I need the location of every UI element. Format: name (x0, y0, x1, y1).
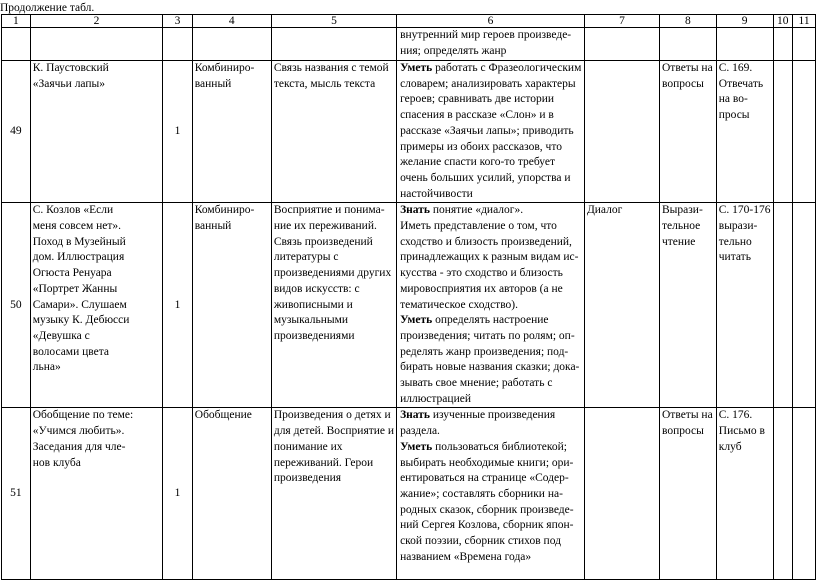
cell-line: дом. Иллюстрация (32, 251, 125, 264)
cell-line: тематическое сходство). (400, 298, 518, 311)
cell-line: Комбиниро- (194, 62, 255, 74)
header-cell: 5 (271, 15, 396, 28)
cell-line: меня совсем нет». (32, 220, 122, 233)
cell-line: музыку К. Дебюсси (32, 314, 130, 327)
lesson-requirements (397, 61, 585, 203)
lesson-requirements (397, 408, 585, 580)
cell-line: живописными и (273, 298, 353, 311)
header-cell: 2 (30, 15, 163, 28)
cell-line: Вырази- (662, 204, 703, 217)
cell-line: тельное (662, 220, 701, 233)
cell-line: просы (718, 109, 750, 122)
cell-line: «Учимся любить». (32, 425, 125, 438)
bold-keyword: Уметь (400, 440, 433, 453)
lesson-hours: 1 (163, 408, 192, 580)
cell-line: сходство и близость произведений, (400, 235, 572, 248)
cell-line: Огюста Ренуара (32, 267, 112, 280)
lesson-hours: 1 (163, 203, 192, 408)
cell-line: Поход в Музейный (32, 235, 126, 248)
cell-line: определять настроение (432, 314, 549, 327)
lesson-date-fact (793, 203, 816, 408)
cell-line: льна» (32, 361, 61, 374)
cell-line: бирать новые названия сказки; дока- (400, 361, 580, 374)
cell-line: «Заячьи лапы» (32, 77, 106, 90)
cell-line: текста, мысль текста (273, 77, 376, 90)
cell-line: читать (718, 251, 751, 264)
cell-line: кусства - это сходство и близость (400, 267, 563, 280)
cell-line: переживаний. Герои (273, 456, 374, 469)
lesson-type (192, 408, 271, 580)
cell-line: ской поэзии, сборник стихов под (400, 535, 561, 548)
lesson-homework (716, 61, 773, 203)
lesson-plan-table (1, 14, 816, 580)
header-cell: 6 (397, 15, 585, 28)
cell-line: пользоваться библиотекой; (432, 440, 567, 453)
lesson-control (660, 203, 717, 408)
cell-line: литературы с (273, 251, 339, 264)
continuation-row (2, 28, 816, 61)
lesson-control (660, 61, 717, 203)
lesson-homework (716, 203, 773, 408)
cell-line: Диалог (586, 204, 623, 217)
lesson-date-fact (793, 408, 816, 580)
cell-line: названием «Времена года» (400, 550, 532, 563)
lesson-type (192, 203, 271, 408)
cell-line: понимание их (273, 440, 343, 453)
header-cell: 11 (793, 15, 816, 28)
cell-line: Обобщение (194, 409, 252, 422)
cell-line: Связь произведений (273, 235, 373, 248)
bold-keyword: Знать (400, 409, 430, 422)
table-row (2, 203, 816, 408)
lesson-number: 51 (2, 408, 31, 580)
cell-line: зывать свое мнение; работать с (400, 377, 553, 390)
cell-line: мировосприятия их авторов (а не (400, 282, 563, 295)
cell-line: нов клуба (32, 456, 81, 469)
cell-line: Обобщение по теме: (32, 409, 134, 422)
cell-line: С. 176. (718, 409, 753, 422)
lesson-type (192, 61, 271, 203)
cell-line: «Портрет Жанны (32, 282, 118, 295)
cell-line: С. 170-176 (718, 204, 771, 217)
lesson-terms (584, 61, 659, 203)
cell-line: Восприятие и понима- (273, 204, 385, 217)
cell-line: волосами цвета (32, 345, 110, 358)
cell-line: принадлежащих к разным видам ис- (400, 251, 579, 264)
cell-line: произведениями (273, 329, 355, 342)
lesson-homework (716, 408, 773, 580)
lesson-hours: 1 (163, 61, 192, 203)
lesson-content (271, 408, 396, 580)
table-row (2, 61, 816, 203)
header-row (2, 15, 816, 28)
cell-line: героев; сравнивать две истории (400, 93, 555, 106)
cell-line: настойчивости (400, 187, 473, 200)
cell-line: клуб (718, 440, 742, 453)
lesson-date-fact (793, 61, 816, 203)
cell-line: Письмо в (718, 425, 765, 438)
lesson-requirements (397, 203, 585, 408)
header-cell: 4 (192, 15, 271, 28)
cell-line: тельно (718, 235, 752, 248)
cell-line: С. 169. (718, 62, 753, 74)
cell-line: ванный (194, 220, 232, 233)
cell-line: работать с Фразеологическим (432, 62, 582, 74)
lesson-control (660, 408, 717, 580)
lesson-content (271, 61, 396, 203)
lesson-content (271, 203, 396, 408)
cell-line: иллюстрацией (400, 392, 471, 405)
cell-line: «Девушка с (32, 329, 90, 342)
cell-line: Комбиниро- (194, 204, 255, 217)
cell-line: для детей. Восприятие и (273, 425, 395, 438)
cell-line: выбирать необходимые книги; ори- (400, 456, 574, 469)
cell-line: рассказе «Заячьи лапы»; приводить (400, 124, 574, 137)
cell-line: произведения; читать по ролям; оп- (400, 329, 575, 342)
header-cell: 3 (163, 15, 192, 28)
lesson-date-plan (773, 203, 793, 408)
bold-keyword: Уметь (400, 62, 433, 74)
lesson-terms (584, 203, 659, 408)
table-row (2, 408, 816, 580)
table-caption: Продолжение табл. (0, 2, 95, 14)
cell-line: Ответы на (662, 409, 713, 422)
cell-line: внутренний мир героев произведе- (400, 29, 572, 41)
lesson-terms (584, 408, 659, 580)
cell-line: ния; определять жанр (400, 44, 507, 57)
cell-line: очень больших усилий, упорства и (400, 171, 571, 184)
cell-line: вырази- (718, 220, 758, 233)
cell-line: Ответы на (662, 62, 713, 74)
cell-line: спасения в рассказе «Слон» и в (400, 109, 554, 122)
lesson-topic (30, 61, 163, 203)
cell-line: произведениями других (273, 267, 392, 280)
lesson-topic (30, 408, 163, 580)
bold-keyword: Знать (400, 204, 430, 217)
cell-line: ределять жанр произведения; под- (400, 345, 569, 358)
cell-line: произведения (273, 472, 342, 485)
cell-line: родных сказок, сборник произведе- (400, 503, 574, 516)
cell-line: Произведения о детях и (273, 409, 391, 422)
cell-line: Иметь представление о том, что (400, 220, 557, 233)
lesson-date-plan (773, 408, 793, 580)
header-cell: 7 (584, 15, 659, 28)
header-cell: 1 (2, 15, 31, 28)
lesson-number: 49 (2, 61, 31, 203)
cell-line: Отвечать (718, 77, 764, 90)
cell-line: Заседания для чле- (32, 440, 126, 453)
cell-line: вопросы (662, 77, 704, 90)
cell-line: ванный (194, 77, 232, 90)
cell-line: ентироваться на странице «Содер- (400, 472, 569, 485)
cell-line: ний Сергея Козлова, сборник япон- (400, 519, 574, 532)
cell-line: ние их переживаний. (273, 220, 377, 233)
cell-line: раздела. (400, 425, 440, 438)
cell-line: С. Козлов «Если (32, 204, 114, 217)
lesson-date-plan (773, 61, 793, 203)
header-cell: 10 (773, 15, 793, 28)
cell-line: музыкальными (273, 314, 349, 327)
bold-keyword: Уметь (400, 314, 433, 327)
cell-line: видов искусств: с (273, 282, 360, 295)
lesson-topic (30, 203, 163, 408)
cell-line: К. Паустовский (32, 62, 109, 74)
header-cell: 8 (660, 15, 717, 28)
lesson-number: 50 (2, 203, 31, 408)
cell-line: на во- (718, 93, 748, 106)
header-cell: 9 (716, 15, 773, 28)
cell-line: понятие «диалог». (429, 204, 524, 217)
cell-line: Самари». Слушаем (32, 298, 127, 311)
continuation-cell (397, 28, 585, 61)
cell-line: чтение (662, 235, 696, 248)
cell-line: желание спасти кого-то требует (400, 156, 556, 169)
cell-line: примеры из обоих рассказов, что (400, 140, 562, 153)
cell-line: вопросы (662, 425, 704, 438)
cell-line: Связь названия с темой (273, 62, 389, 74)
cell-line: жание»; составлять сборники на- (400, 487, 563, 500)
cell-line: изученные произведения (429, 409, 556, 422)
cell-line: словарем; анализировать характеры (400, 77, 576, 90)
